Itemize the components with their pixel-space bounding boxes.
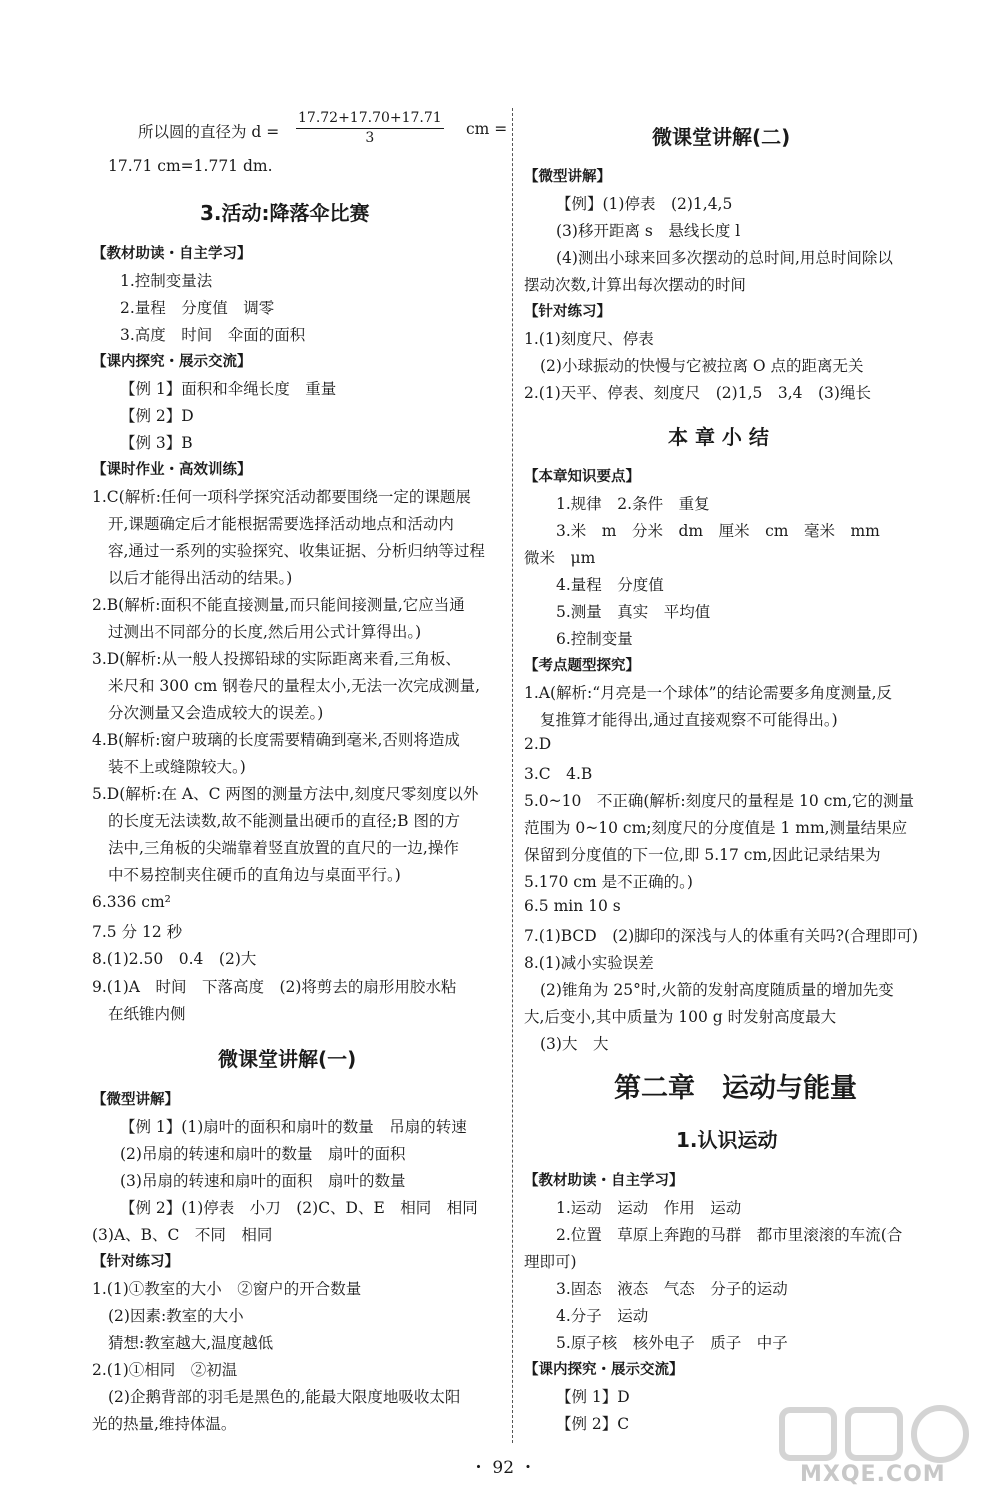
section-in-class: 【课内探究・展示交流】 — [524, 1362, 684, 1378]
text-line: 2.量程 分度值 调零 — [120, 299, 275, 317]
column-divider — [512, 108, 513, 1443]
text-line: 【例 1】面积和伞绳长度 重量 — [120, 380, 337, 398]
text-line: 猜想:教室越大,温度越低 — [108, 1334, 274, 1352]
section-in-class: 【课内探究・展示交流】 — [92, 354, 252, 370]
text-line: 中不易控制夹住硬币的直角边与桌面平行。) — [108, 866, 401, 884]
text-line: 保留到分度值的下一位,即 5.17 cm,因此记录结果为 — [524, 846, 881, 864]
text-line: 【例 1】(1)扇叶的面积和扇叶的数量 吊扇的转速 — [120, 1118, 467, 1136]
section-targeted-practice: 【针对练习】 — [524, 304, 611, 320]
text-line: 4.B(解析:窗户玻璃的长度需要精确到毫米,否则将造成 — [92, 731, 460, 749]
text-line: 【例 3】B — [120, 434, 193, 452]
section-micro-explain: 【微型讲解】 — [92, 1092, 179, 1108]
heading-micro-lecture-1: 微课堂讲解(一) — [218, 1047, 357, 1071]
heading-activity: 3.活动:降落伞比赛 — [200, 201, 370, 225]
text-line: (4)测出小球来回多次摆动的总时间,用总时间除以 — [556, 249, 893, 267]
text-line: (2)锥角为 25°时,火箭的发射高度随质量的增加先变 — [540, 981, 894, 999]
page-number: ・ 92 ・ — [470, 1458, 537, 1478]
formula-prefix: 所以圆的直径为 d = — [138, 123, 280, 141]
text-line: 范围为 0~10 cm;刻度尺的分度值是 1 mm,测量结果应 — [524, 819, 908, 837]
text-line: 装不上或缝隙较大。) — [108, 758, 246, 776]
text-line: 3.D(解析:从一般人投掷铅球的实际距离来看,三角板、 — [92, 650, 461, 668]
text-line: (2)吊扇的转速和扇叶的数量 扇叶的面积 — [120, 1145, 406, 1163]
heading-chapter-two: 第二章 运动与能量 — [614, 1073, 857, 1104]
text-line: 1.运动 运动 作用 运动 — [556, 1199, 742, 1217]
text-line: (3)A、B、C 不同 相同 — [92, 1226, 273, 1244]
text-line: 8.(1)2.50 0.4 (2)大 — [92, 950, 257, 968]
text-line: 【例 1】D — [556, 1388, 630, 1406]
text-line: 9.(1)A 时间 下落高度 (2)将剪去的扇形用胶水粘 — [92, 978, 457, 996]
heading-micro-lecture-2: 微课堂讲解(二) — [652, 125, 791, 149]
section-targeted-practice: 【针对练习】 — [92, 1254, 179, 1270]
text-line: 1.规律 2.条件 重复 — [556, 495, 710, 513]
text-line: 理即可) — [524, 1253, 577, 1271]
text-line: 2.(1)天平、停表、刻度尺 (2)1,5 3,4 (3)绳长 — [524, 384, 871, 402]
text-line: 1.(1)①教室的大小 ②窗户的开合数量 — [92, 1280, 362, 1298]
text-line: 1.A(解析:“月亮是一个球体”的结论需要多角度测量,反 — [524, 684, 893, 702]
text-line: (2)小球振动的快慢与它被拉离 O 点的距离无关 — [540, 357, 864, 375]
text-line: 7.(1)BCD (2)脚印的深浅与人的体重有关吗?(合理即可) — [524, 927, 919, 945]
text-line: (3)移开距离 s 悬线长度 l — [556, 222, 741, 240]
section-key-points: 【本章知识要点】 — [524, 469, 640, 485]
text-line: 5.170 cm 是不正确的。) — [524, 873, 693, 891]
formula-continued: 17.71 cm=1.771 dm. — [108, 157, 273, 175]
text-line: 2.B(解析:面积不能直接测量,而只能间接测量,它应当通 — [92, 596, 465, 614]
text-line: 6.5 min 10 s — [524, 897, 621, 915]
text-line: 4.量程 分度值 — [556, 576, 664, 594]
text-line: 4.分子 运动 — [556, 1307, 649, 1325]
text-line: 2.位置 草原上奔跑的马群 都市里滚滚的车流(合 — [556, 1226, 903, 1244]
text-line: 以后才能得出活动的结果。) — [108, 569, 293, 587]
section-homework: 【课时作业・高效训练】 — [92, 462, 252, 478]
formula-suffix: cm = — [466, 120, 508, 138]
text-line: 5.测量 真实 平均值 — [556, 603, 711, 621]
text-line: 法中,三角板的尖端靠着竖直放置的直尺的一边,操作 — [108, 839, 459, 857]
text-line: 7.5 分 12 秒 — [92, 923, 183, 941]
text-line: 开,课题确定后才能根据需要选择活动地点和活动内 — [108, 515, 454, 533]
text-line: 1.C(解析:任何一项科学探究活动都要围绕一定的课题展 — [92, 488, 471, 506]
text-line: 3.高度 时间 伞面的面积 — [120, 326, 306, 344]
text-line: 3.C 4.B — [524, 765, 593, 783]
heading-chapter-summary: 本 章 小 结 — [668, 425, 769, 449]
formula-fraction — [296, 110, 444, 146]
formula-denominator: 3 — [365, 130, 375, 146]
text-line: 光的热量,维持体温。 — [92, 1415, 237, 1433]
text-line: 过测出不同部分的长度,然后用公式计算得出。) — [108, 623, 422, 641]
section-textbook-guide: 【教材助读・自主学习】 — [524, 1173, 684, 1189]
text-line: 摆动次数,计算出每次摆动的时间 — [524, 276, 746, 294]
text-line: 1.控制变量法 — [120, 272, 213, 290]
text-line: 分次测量又会造成较大的误差。) — [108, 704, 324, 722]
text-line: 的长度无法读数,故不能测量出硬币的直径;B 图的方 — [108, 812, 460, 830]
text-line: (3)吊扇的转速和扇叶的面积 扇叶的数量 — [120, 1172, 406, 1190]
text-line: 大,后变小,其中质量为 100 g 时发射高度最大 — [524, 1008, 837, 1026]
text-line: (2)企鹅背部的羽毛是黑色的,能最大限度地吸收太阳 — [108, 1388, 461, 1406]
text-line: (3)大 大 — [540, 1035, 609, 1053]
section-textbook-guide: 【教材助读・自主学习】 — [92, 246, 252, 262]
text-line: 【例 2】C — [556, 1415, 630, 1433]
text-line: (2)因素:教室的大小 — [108, 1307, 244, 1325]
text-line: 2.(1)①相同 ②初温 — [92, 1361, 238, 1379]
text-line: 3.米 m 分米 dm 厘米 cm 毫米 mm — [556, 522, 880, 540]
text-line: 1.(1)刻度尺、停表 — [524, 330, 654, 348]
text-line: 容,通过一系列的实验探究、收集证据、分析归纳等过程 — [108, 542, 485, 560]
text-line: 5.原子核 核外电子 质子 中子 — [556, 1334, 788, 1352]
text-line: 3.固态 液态 气态 分子的运动 — [556, 1280, 788, 1298]
text-line: 米尺和 300 cm 钢卷尺的量程太小,无法一次完成测量, — [108, 677, 481, 695]
text-line: 2.D — [524, 735, 552, 753]
text-line: 【例 2】D — [120, 407, 194, 425]
formula-numerator: 17.72+17.70+17.71 — [296, 110, 444, 129]
text-line: 6.336 cm² — [92, 893, 171, 911]
text-line: 【例 2】(1)停表 小刀 (2)C、D、E 相同 相同 — [120, 1199, 478, 1217]
text-line: 在纸锥内侧 — [108, 1005, 186, 1023]
text-line: 8.(1)减小实验误差 — [524, 954, 654, 972]
text-line: 【例】(1)停表 (2)1,4,5 — [556, 195, 733, 213]
text-line: 复推算才能得出,通过直接观察不可能得出。) — [540, 711, 838, 729]
heading-recognize-motion: 1.认识运动 — [676, 1128, 778, 1152]
section-exam-questions: 【考点题型探究】 — [524, 658, 640, 674]
section-micro-explain: 【微型讲解】 — [524, 169, 611, 185]
watermark-text: MXQE.COM — [800, 1462, 946, 1487]
text-line: 5.0~10 不正确(解析:刻度尺的量程是 10 cm,它的测量 — [524, 792, 915, 810]
text-line: 5.D(解析:在 A、C 两图的测量方法中,刻度尺零刻度以外 — [92, 785, 479, 803]
text-line: 6.控制变量 — [556, 630, 633, 648]
text-line: 微米 μm — [524, 549, 596, 567]
